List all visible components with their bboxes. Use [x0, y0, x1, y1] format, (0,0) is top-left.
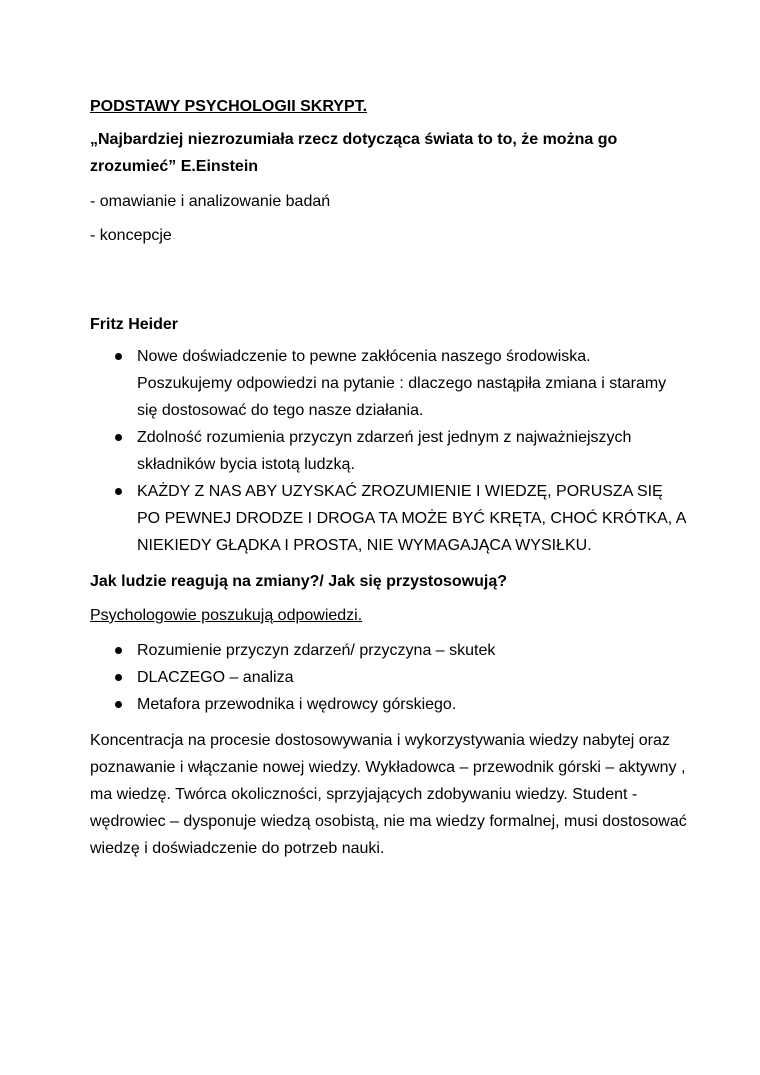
heider-bullet-1: Nowe doświadczenie to pewne zakłócenia naszego środowiska. Poszukujemy odpowiedzi na pytanie : dlaczego nastąpiła zmiana i staramy się dostosować do tego nasze działania. — [90, 343, 690, 424]
intro-item-2: - koncepcje — [90, 227, 172, 244]
document-title: PODSTAWY PSYCHOLOGII SKRYPT. — [90, 98, 368, 115]
question-heading: Jak ludzie reagują na zmiany?/ Jak się przystosowują? — [90, 573, 508, 590]
psych-bullet-2: DLACZEGO – analiza — [90, 664, 690, 691]
einstein-quote: „Najbardziej niezrozumiała rzecz dotycząca świata to to, że można go zrozumieć” E.Einstein — [90, 131, 618, 175]
intro-item-1: - omawianie i analizowanie badań — [90, 193, 331, 210]
heider-bullet-list — [90, 343, 690, 559]
psychologists-subheading: Psychologowie poszukują odpowiedzi. — [90, 607, 363, 624]
body-paragraph: Koncentracja na procesie dostosowywania i wykorzystywania wiedzy nabytej oraz poznawanie i włączanie nowej wiedzy. Wykładowca – przewodnik górski – aktywny , ma wiedzę. Twórca okoliczności, sprzyjających zdobywaniu wiedzy. Student -wędrowiec – dysponuje wiedzą osobistą, nie ma wiedzy formalnej, musi dostosować wiedzę i doświadczenie do potrzeb nauki. — [90, 732, 687, 857]
heider-bullet-2: Zdolność rozumienia przyczyn zdarzeń jest jednym z najważniejszych składników bycia istotą ludzką. — [90, 424, 690, 478]
psych-bullet-3: Metafora przewodnika i wędrowcy górskiego. — [90, 691, 690, 718]
document-content — [90, 93, 690, 862]
heider-bullet-3: KAŻDY Z NAS ABY UZYSKAĆ ZROZUMIENIE I WIEDZĘ, PORUSZA SIĘ PO PEWNEJ DRODZE I DROGA TA MOŻE BYĆ KRĘTA, CHOĆ KRÓTKA, A NIEKIEDY GŁĄDKA I PROSTA, NIE WYMAGAJĄCA WYSIŁKU. — [90, 478, 690, 559]
psych-bullet-1: Rozumienie przyczyn zdarzeń/ przyczyna – skutek — [90, 637, 690, 664]
psych-bullet-list — [90, 637, 690, 718]
section-heading-fritz-heider: Fritz Heider — [90, 316, 179, 333]
